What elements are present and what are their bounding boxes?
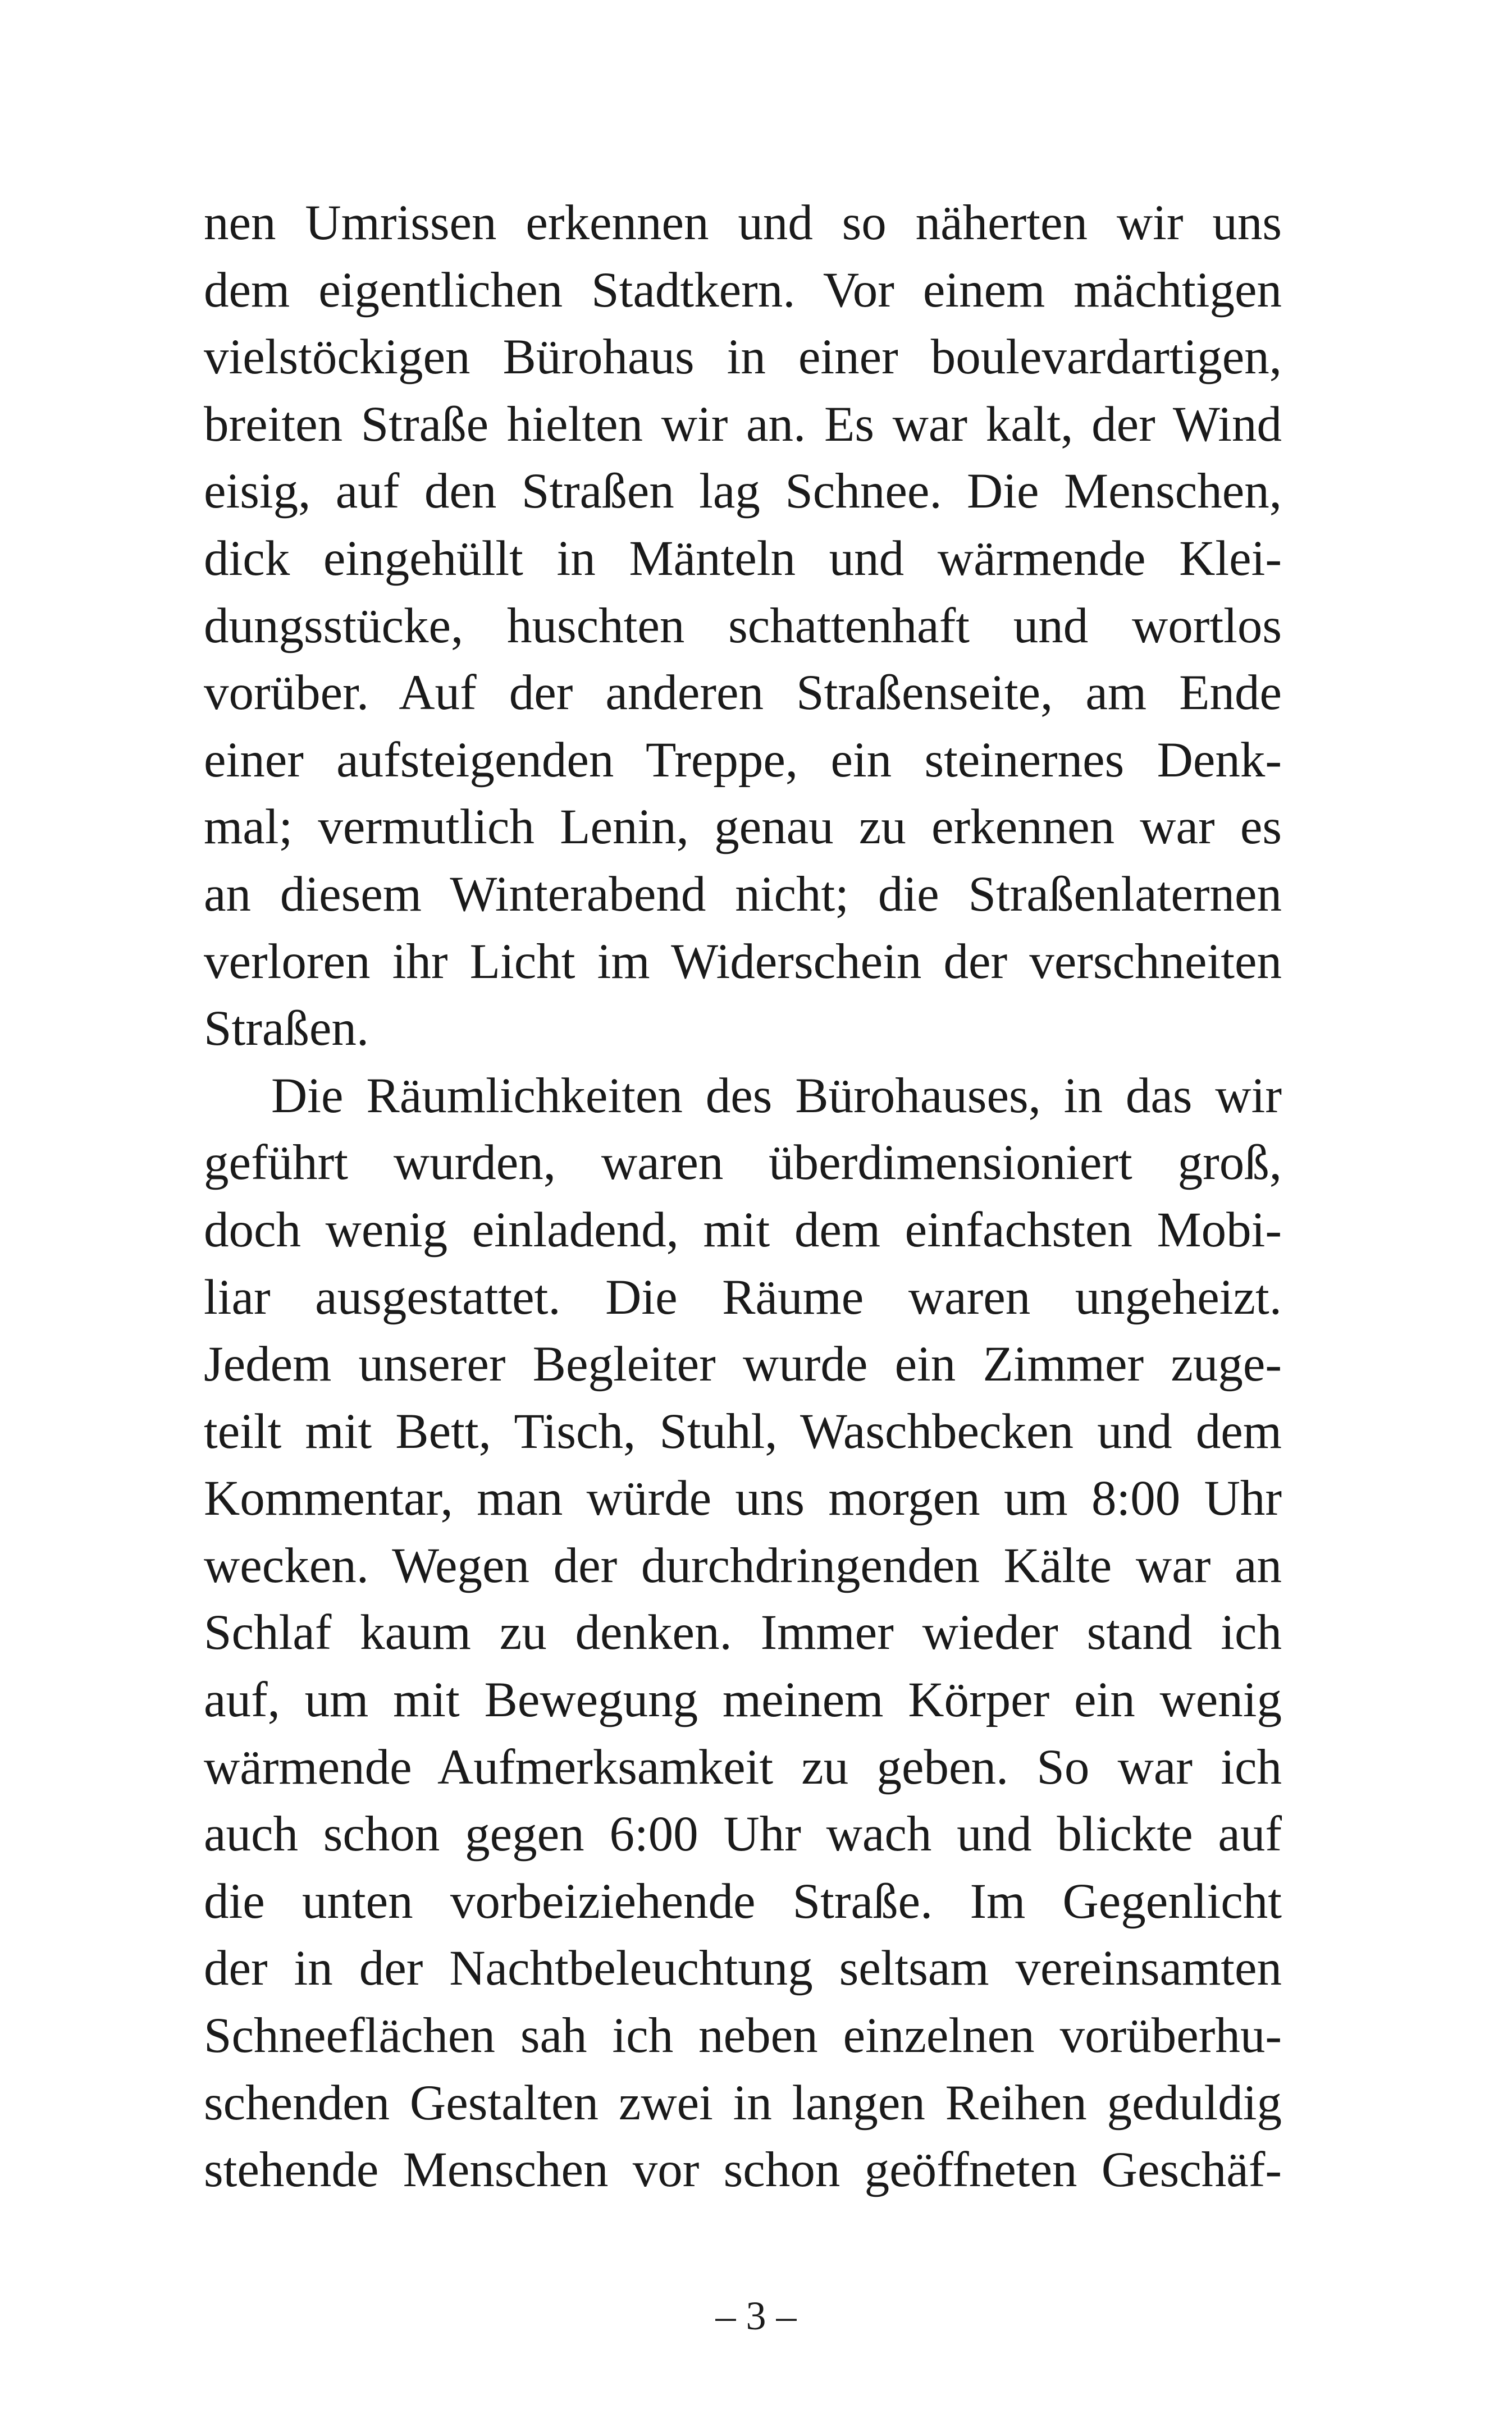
text-line: vorüber. Auf der anderen Straßenseite, am Ende [204, 665, 1282, 721]
text-line: breiten Straße hielten wir an. Es war kalt, der Wind [204, 396, 1282, 452]
text-line: die unten vorbeiziehende Straße. Im Gegenlicht [204, 1873, 1282, 1929]
text-line: liar ausgestattet. Die Räume waren ungeheizt. [204, 1269, 1282, 1325]
text-line: stehende Menschen vor schon geöffneten Geschäf- [204, 2142, 1282, 2198]
text-line: vielstöckigen Bürohaus in einer boulevardartigen, [204, 330, 1282, 385]
text-line: geführt wurden, waren überdimensioniert groß, [204, 1135, 1282, 1191]
text-line: wärmende Aufmerksamkeit zu geben. So war ich [204, 1739, 1282, 1795]
text-line: Straßen. [204, 1001, 369, 1057]
text-line: Jedem unserer Begleiter wurde ein Zimmer zuge- [204, 1337, 1282, 1392]
text-line: wecken. Wegen der durchdringenden Kälte war an [204, 1538, 1282, 1593]
text-line: nen Umrissen erkennen und so näherten wir uns [204, 195, 1282, 250]
text-line: schenden Gestalten zwei in langen Reihen geduldig [204, 2075, 1282, 2131]
text-line: Die Räumlichkeiten des Bürohauses, in das wir [271, 1068, 1282, 1123]
paragraph-2 [204, 1063, 1282, 2204]
page-number: – 3 – [715, 2293, 797, 2338]
text-line: Kommentar, man würde uns morgen um 8:00 Uhr [204, 1471, 1282, 1526]
text-line: verloren ihr Licht im Widerschein der verschneiten [204, 934, 1282, 989]
text-line: der in der Nachtbeleuchtung seltsam vereinsamten [204, 1941, 1282, 1996]
text-line: Schlaf kaum zu denken. Immer wieder stand ich [204, 1605, 1282, 1661]
text-line: teilt mit Bett, Tisch, Stuhl, Waschbecken und dem [204, 1404, 1282, 1459]
text-line: dungsstücke, huschten schattenhaft und wortlos [204, 598, 1282, 653]
text-line: dem eigentlichen Stadtkern. Vor einem mächtigen [204, 262, 1282, 318]
text-line: auch schon gegen 6:00 Uhr wach und blickte auf [204, 1807, 1282, 1862]
text-line: einer aufsteigenden Treppe, ein steinernes Denk- [204, 732, 1282, 788]
text-line: eisig, auf den Straßen lag Schnee. Die Menschen, [204, 464, 1282, 519]
text-line: mal; vermutlich Lenin, genau zu erkennen war es [204, 799, 1282, 855]
body-text [204, 190, 1282, 2204]
text-line: auf, um mit Bewegung meinem Körper ein wenig [204, 1672, 1282, 1728]
text-line: dick eingehüllt in Mänteln und wärmende Klei- [204, 531, 1282, 586]
text-line: doch wenig einladend, mit dem einfachsten Mobi- [204, 1202, 1282, 1258]
text-line: an diesem Winterabend nicht; die Straßenlaternen [204, 866, 1282, 922]
paragraph-1 [204, 190, 1282, 1063]
text-line: Schneeflächen sah ich neben einzelnen vorüberhu- [204, 2008, 1282, 2064]
